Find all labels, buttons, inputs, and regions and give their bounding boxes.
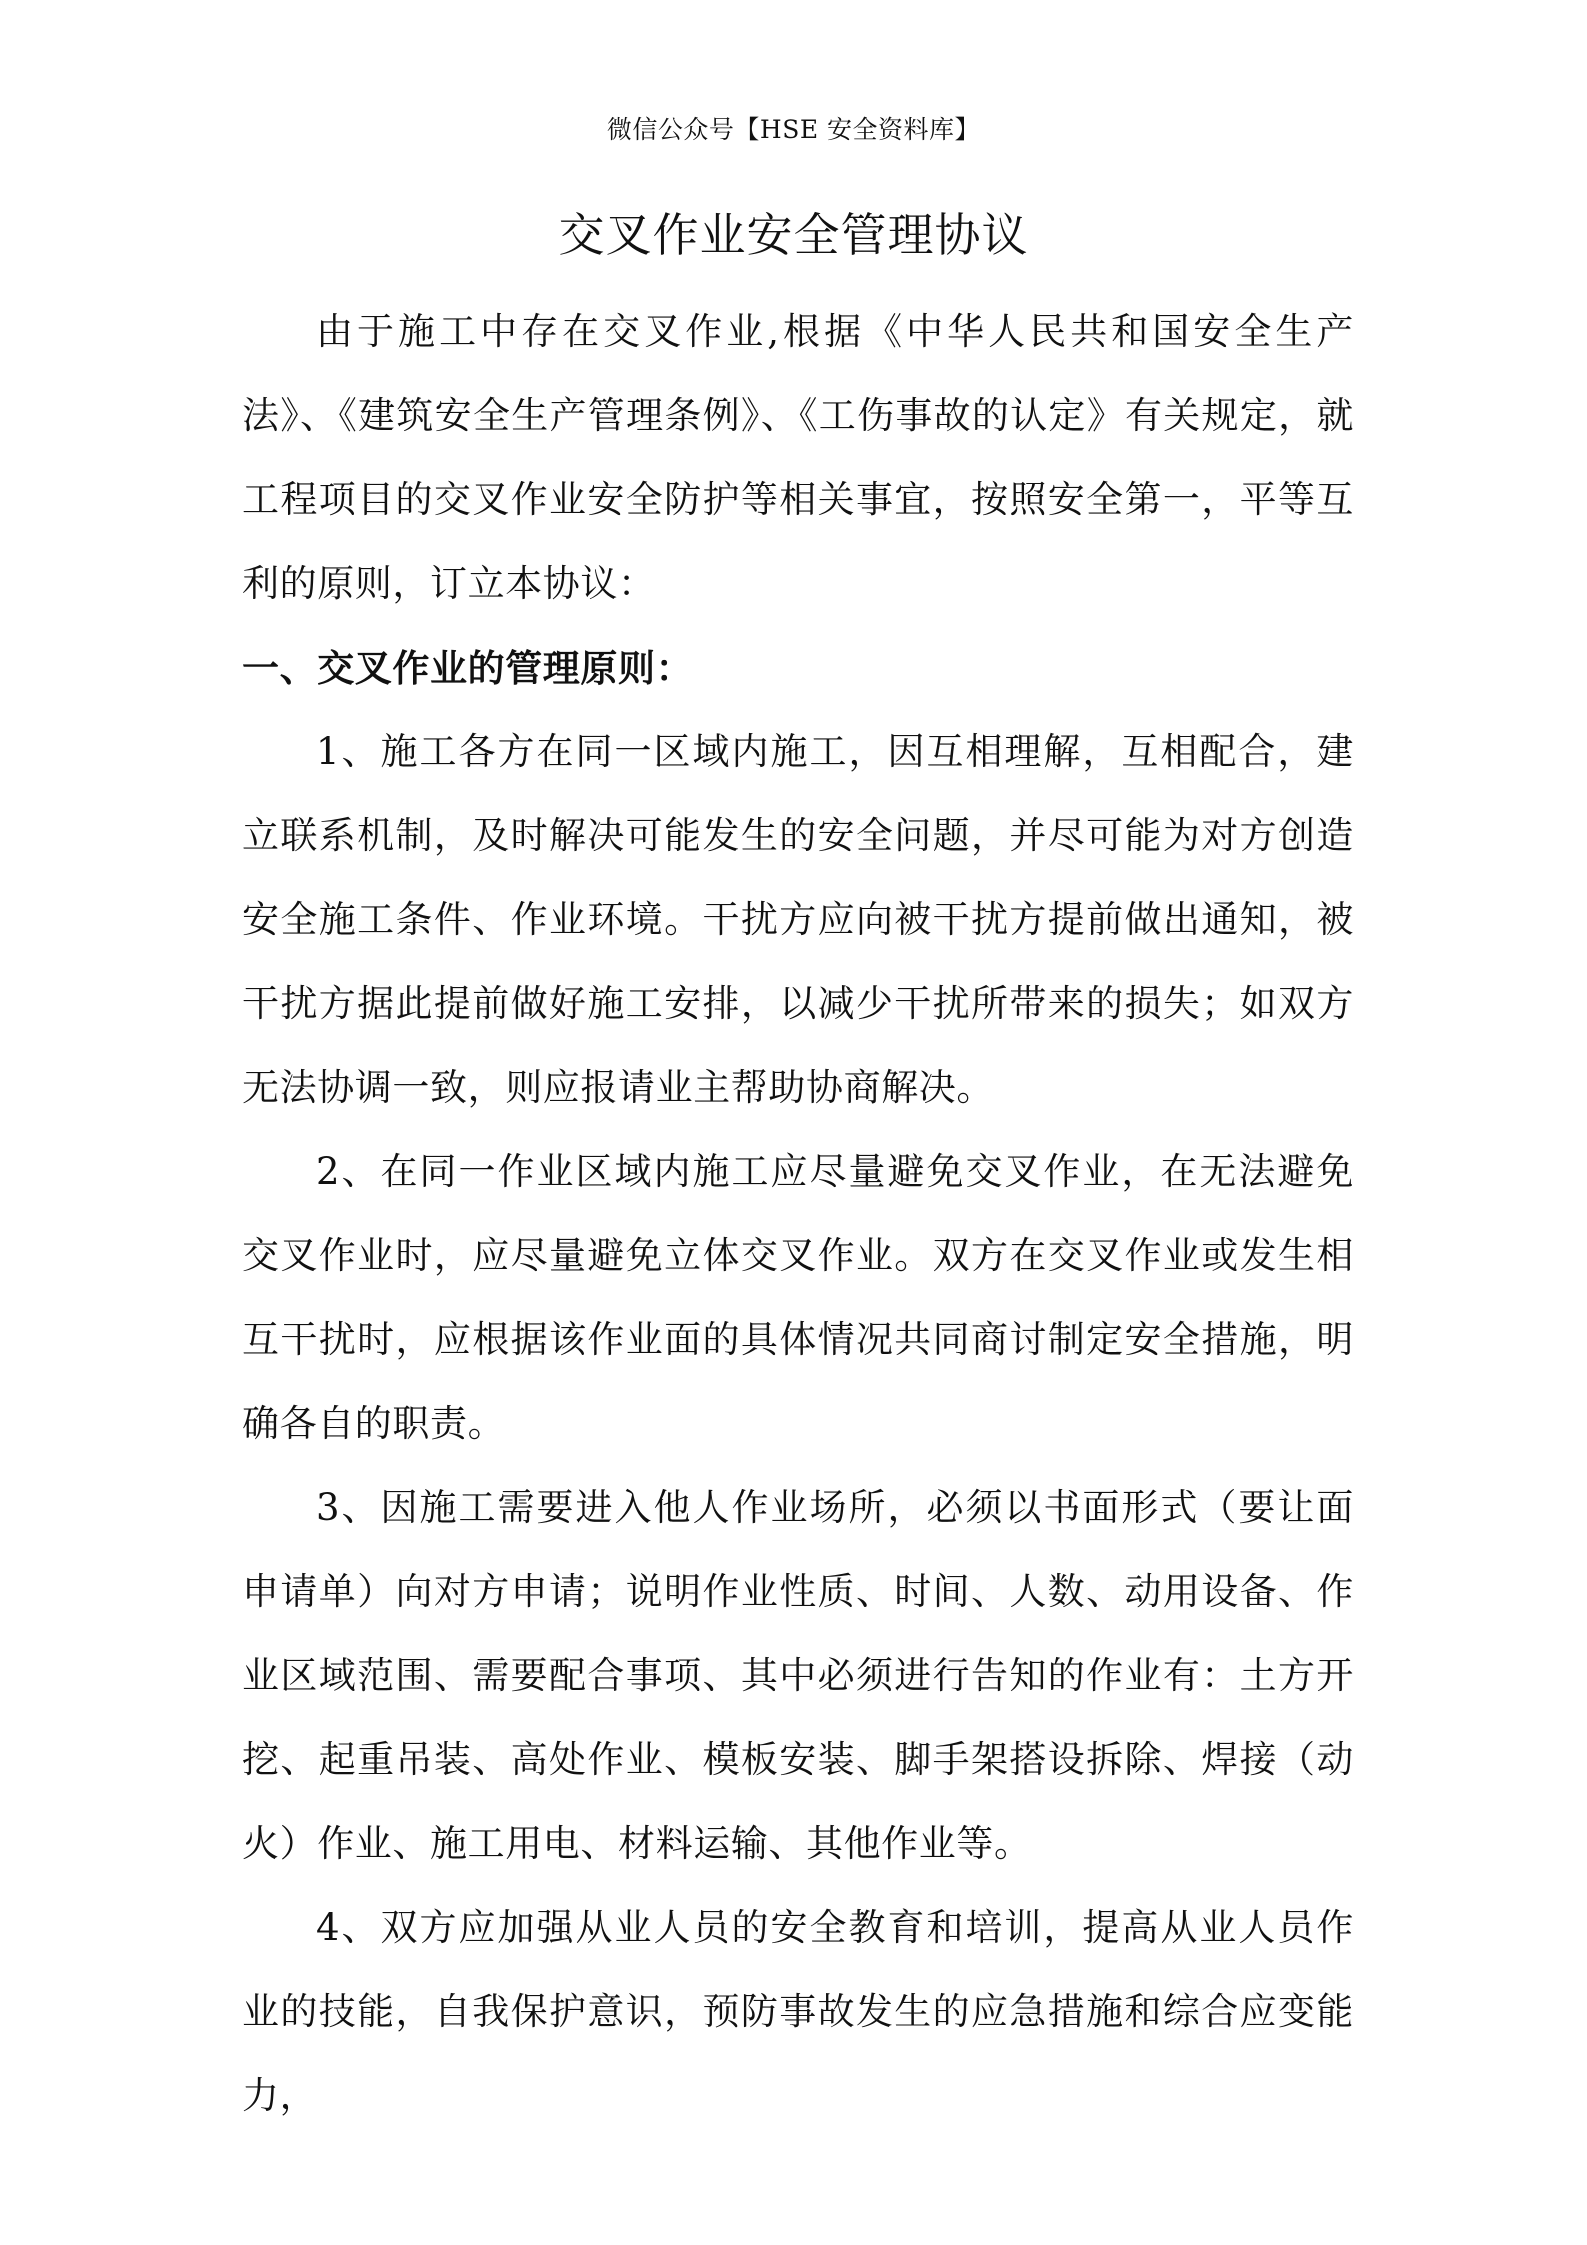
clause-4: 4、双方应加强从业人员的安全教育和培训，提高从业人员作业的技能，自我保护意识，预防事故发生的应急措施和综合应变能力， [242,1906,1354,2117]
section-heading: 一、交叉作业的管理原则： [242,646,694,690]
page-header: 微信公众号【HSE 安全资料库】 [606,115,981,144]
intro-paragraph: 由于施工中存在交叉作业,根据《中华人民共和国安全生产法》、《建筑安全生产管理条例》、《工伤事故的认定》有关规定，就工程项目的交叉作业安全防护等相关事宜，按照安全第一，平等互利的原则，订立本协议： [242,310,1354,605]
clause-3: 3、因施工需要进入他人作业场所，必须以书面形式（要让面申请单）向对方申请；说明作业性质、时间、人数、动用设备、作业区域范围、需要配合事项、其中必须进行告知的作业有：土方开挖、起重吊装、高处作业、模板安装、脚手架搭设拆除、焊接（动火）作业、施工用电、材料运输、其他作业等。 [242,1486,1354,1865]
clause-2: 2、在同一作业区域内施工应尽量避免交叉作业，在无法避免交叉作业时，应尽量避免立体交叉作业。双方在交叉作业或发生相互干扰时，应根据该作业面的具体情况共同商讨制定安全措施，明确各自的职责。 [242,1150,1354,1445]
document-title: 交叉作业安全管理协议 [558,208,1029,262]
clause-1: 1、施工各方在同一区域内施工，因互相理解，互相配合，建立联系机制，及时解决可能发生的安全问题，并尽可能为对方创造安全施工条件、作业环境。干扰方应向被干扰方提前做出通知，被干扰方据此提前做好施工安排，以减少干扰所带来的损失；如双方无法协调一致，则应报请业主帮助协商解决。 [242,730,1354,1109]
document-body [242,290,1354,2138]
